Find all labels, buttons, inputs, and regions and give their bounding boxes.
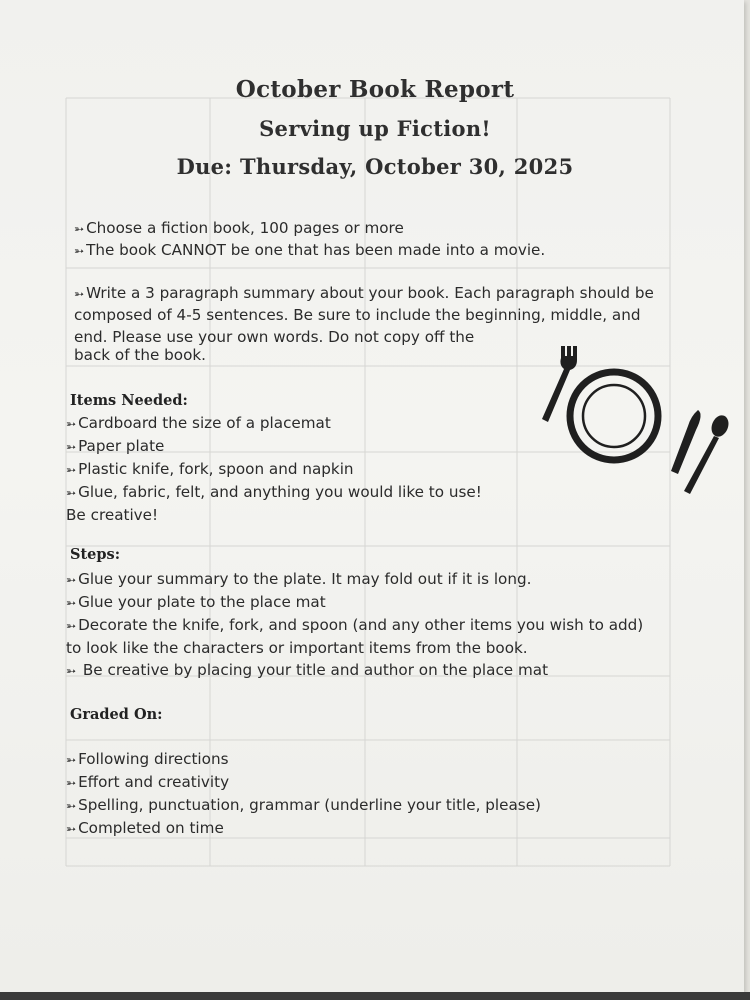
graded-on-heading: Graded On: xyxy=(70,706,163,723)
arrow-bullet-icon: ➳ xyxy=(74,244,84,258)
creative-note: Be creative! xyxy=(66,506,159,524)
intro-line-2: ➳ The book CANNOT be one that has been made into a movie. xyxy=(74,241,546,259)
list-item: ➳ Decorate the knife, fork, and spoon (and any other items you wish to add) xyxy=(66,616,644,634)
graded-on-list xyxy=(66,748,706,840)
list-item: ➳ Glue your summary to the plate. It may fold out if it is long. xyxy=(66,570,532,588)
list-item: ➳ Glue your plate to the place mat xyxy=(66,593,326,611)
arrow-bullet-icon: ➳ xyxy=(66,463,76,477)
summary-line-2: composed of 4-5 sentences. Be sure to include the beginning, middle, and xyxy=(74,306,641,324)
arrow-bullet-icon: ➳ xyxy=(66,486,76,500)
plate-fork-knife-spoon-icon xyxy=(528,340,738,500)
arrow-bullet-icon: ➳ xyxy=(66,753,76,767)
due-date: Due: Thursday, October 30, 2025 xyxy=(176,154,574,179)
list-item: ➳ Glue, fabric, felt, and anything you would like to use! xyxy=(66,483,482,501)
list-item: ➳ Plastic knife, fork, spoon and napkin xyxy=(66,460,354,478)
items-needed-heading: Items Needed: xyxy=(70,392,188,409)
list-item: ➳ Effort and creativity xyxy=(66,773,230,791)
summary-line-1: ➳ Write a 3 paragraph summary about your book. Each paragraph should be xyxy=(74,284,654,302)
list-item-continuation: to look like the characters or important items from the book. xyxy=(66,639,528,657)
arrow-bullet-icon: ➳ xyxy=(66,664,76,678)
list-item: ➳ Be creative by placing your title and author on the place mat xyxy=(66,661,549,679)
arrow-bullet-icon: ➳ xyxy=(66,417,76,431)
knife-icon xyxy=(671,410,701,474)
arrow-bullet-icon: ➳ xyxy=(66,596,76,610)
arrow-bullet-icon: ➳ xyxy=(74,222,84,236)
report-subtitle: Serving up Fiction! xyxy=(259,116,491,141)
arrow-bullet-icon: ➳ xyxy=(66,440,76,454)
summary-line-4: back of the book. xyxy=(74,346,206,364)
arrow-bullet-icon: ➳ xyxy=(66,776,76,790)
steps-heading: Steps: xyxy=(70,546,121,563)
arrow-bullet-icon: ➳ xyxy=(66,573,76,587)
summary-line-3: end. Please use your own words. Do not copy off the xyxy=(74,328,475,346)
arrow-bullet-icon: ➳ xyxy=(74,287,84,301)
list-item: ➳ Cardboard the size of a placemat xyxy=(66,414,331,432)
arrow-bullet-icon: ➳ xyxy=(66,619,76,633)
table-edge xyxy=(0,992,750,1000)
intro-line-1: ➳ Choose a fiction book, 100 pages or more xyxy=(74,219,404,237)
report-title: October Book Report xyxy=(235,76,515,103)
arrow-bullet-icon: ➳ xyxy=(66,822,76,836)
list-item: ➳ Spelling, punctuation, grammar (underline your title, please) xyxy=(66,796,541,814)
steps-list xyxy=(66,568,706,682)
list-item: ➳ Completed on time xyxy=(66,819,224,837)
arrow-bullet-icon: ➳ xyxy=(66,799,76,813)
plate-icon xyxy=(570,372,658,460)
list-item: ➳ Paper plate xyxy=(66,437,165,455)
list-item: ➳ Following directions xyxy=(66,750,229,768)
